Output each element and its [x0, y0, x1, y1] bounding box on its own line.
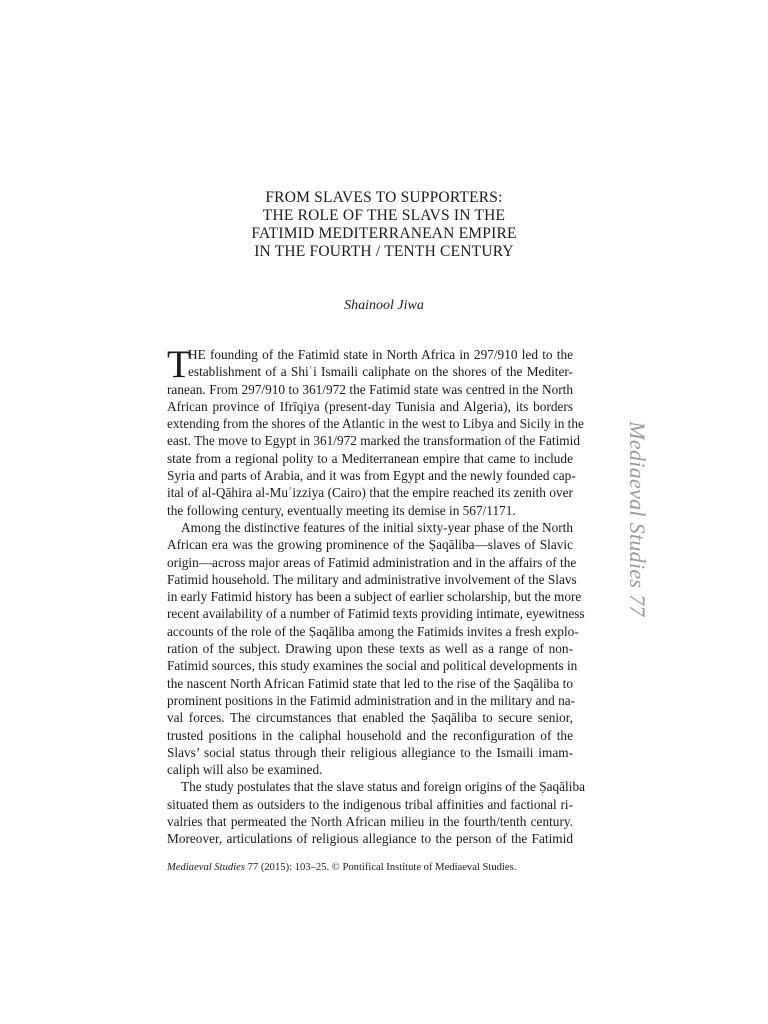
title-line: THE ROLE OF THE SLAVS IN THE: [262, 207, 506, 224]
text-line: ital of al-Qāhira al-Muʿizziya (Cairo) that the empire reached its zenith over: [167, 485, 573, 501]
text-line: trusted positions in the caliphal household and the reconfiguration of the: [167, 727, 573, 743]
text-line: valries that permeated the North African milieu in the fourth/tenth century.: [167, 814, 573, 830]
text-line: Slavs’ social status through their religious allegiance to the Ismaili imam-: [167, 744, 573, 760]
text-line: African province of Ifrīqiya (present-day Tunisia and Algeria), its borders: [167, 398, 573, 414]
title-line: FATIMID MEDITERRANEAN EMPIRE: [251, 225, 517, 242]
text-line: Moreover, articulations of religious allegiance to the person of the Fatimid: [167, 831, 573, 847]
text-line: val forces. The circumstances that enabled the Ṣaqāliba to secure senior,: [167, 710, 573, 726]
text-line: ranean. From 297/910 to 361/972 the Fatimid state was centred in the North: [167, 381, 573, 397]
journal-sidebar: [622, 406, 652, 632]
text-line: state from a regional polity to a Mediterranean empire that came to include: [167, 450, 573, 466]
title-line: FROM SLAVES TO SUPPORTERS:: [265, 189, 503, 206]
paragraph-1: [167, 343, 584, 519]
text-line: extending from the shores of the Atlantic in the west to Libya and Sicily in the: [167, 416, 584, 432]
text-line: east. The move to Egypt in 361/972 marked the transformation of the Fatimid: [167, 433, 580, 449]
text-line: situated them as outsiders to the indigenous tribal affinities and factional ri-: [167, 796, 573, 812]
article-body: [167, 343, 585, 848]
footer-citation-details: 77 (2015): 103–25. © Pontifical Institute of Mediaeval Studies.: [244, 862, 517, 873]
text-line: Syria and parts of Arabia, and it was from Egypt and the newly founded cap-: [167, 468, 576, 484]
text-line: accounts of the role of the Ṣaqāliba among the Fatimids invites a fresh explo-: [167, 623, 579, 639]
citation-footer: [167, 862, 516, 873]
text-line: Fatimid household. The military and administrative involvement of the Slavs: [167, 571, 577, 587]
drop-cap: T: [167, 343, 191, 386]
article-title: [0, 189, 768, 261]
text-line: caliph will also be examined.: [167, 762, 323, 778]
text-line: The study postulates that the slave status and foreign origins of the Ṣaqāliba: [181, 779, 585, 795]
title-line: IN THE FOURTH / TENTH CENTURY: [254, 243, 514, 260]
text-line: origin—across major areas of Fatimid administration and in the affairs of the: [167, 554, 577, 570]
paragraph-3: [167, 778, 585, 847]
text-line: African era was the growing prominence of the Ṣaqāliba—slaves of Slavic: [167, 537, 573, 553]
text-line: in early Fatimid history has been a subject of earlier scholarship, but the more: [167, 589, 582, 605]
text-line: ration of the subject. Drawing upon these texts as well as a range of non-: [167, 641, 573, 657]
author-name: Shainool Jiwa: [344, 298, 424, 313]
footer-journal-name: Mediaeval Studies: [167, 862, 245, 873]
text-line: the nascent North African Fatimid state that led to the rise of the Ṣaqāliba to: [167, 675, 573, 691]
text-line: Fatimid sources, this study examines the social and political developments in: [167, 658, 578, 674]
paragraph-2: [167, 519, 585, 778]
text-line: prominent positions in the Fatimid administration and in the military and na-: [167, 692, 576, 708]
text-line: recent availability of a number of Fatimid texts providing intimate, eyewitness: [167, 606, 585, 622]
journal-sidebar-label: Mediaeval Studies 77: [625, 421, 650, 617]
text-line: the following century, eventually meeting its demise in 567/1171.: [167, 502, 516, 518]
text-line: establishment of a Shiʿi Ismaili caliphate on the shores of the Mediter-: [188, 364, 573, 380]
text-line: HE founding of the Fatimid state in North Africa in 297/910 led to the: [188, 347, 573, 362]
text-line: Among the distinctive features of the initial sixty-year phase of the North: [181, 519, 573, 535]
